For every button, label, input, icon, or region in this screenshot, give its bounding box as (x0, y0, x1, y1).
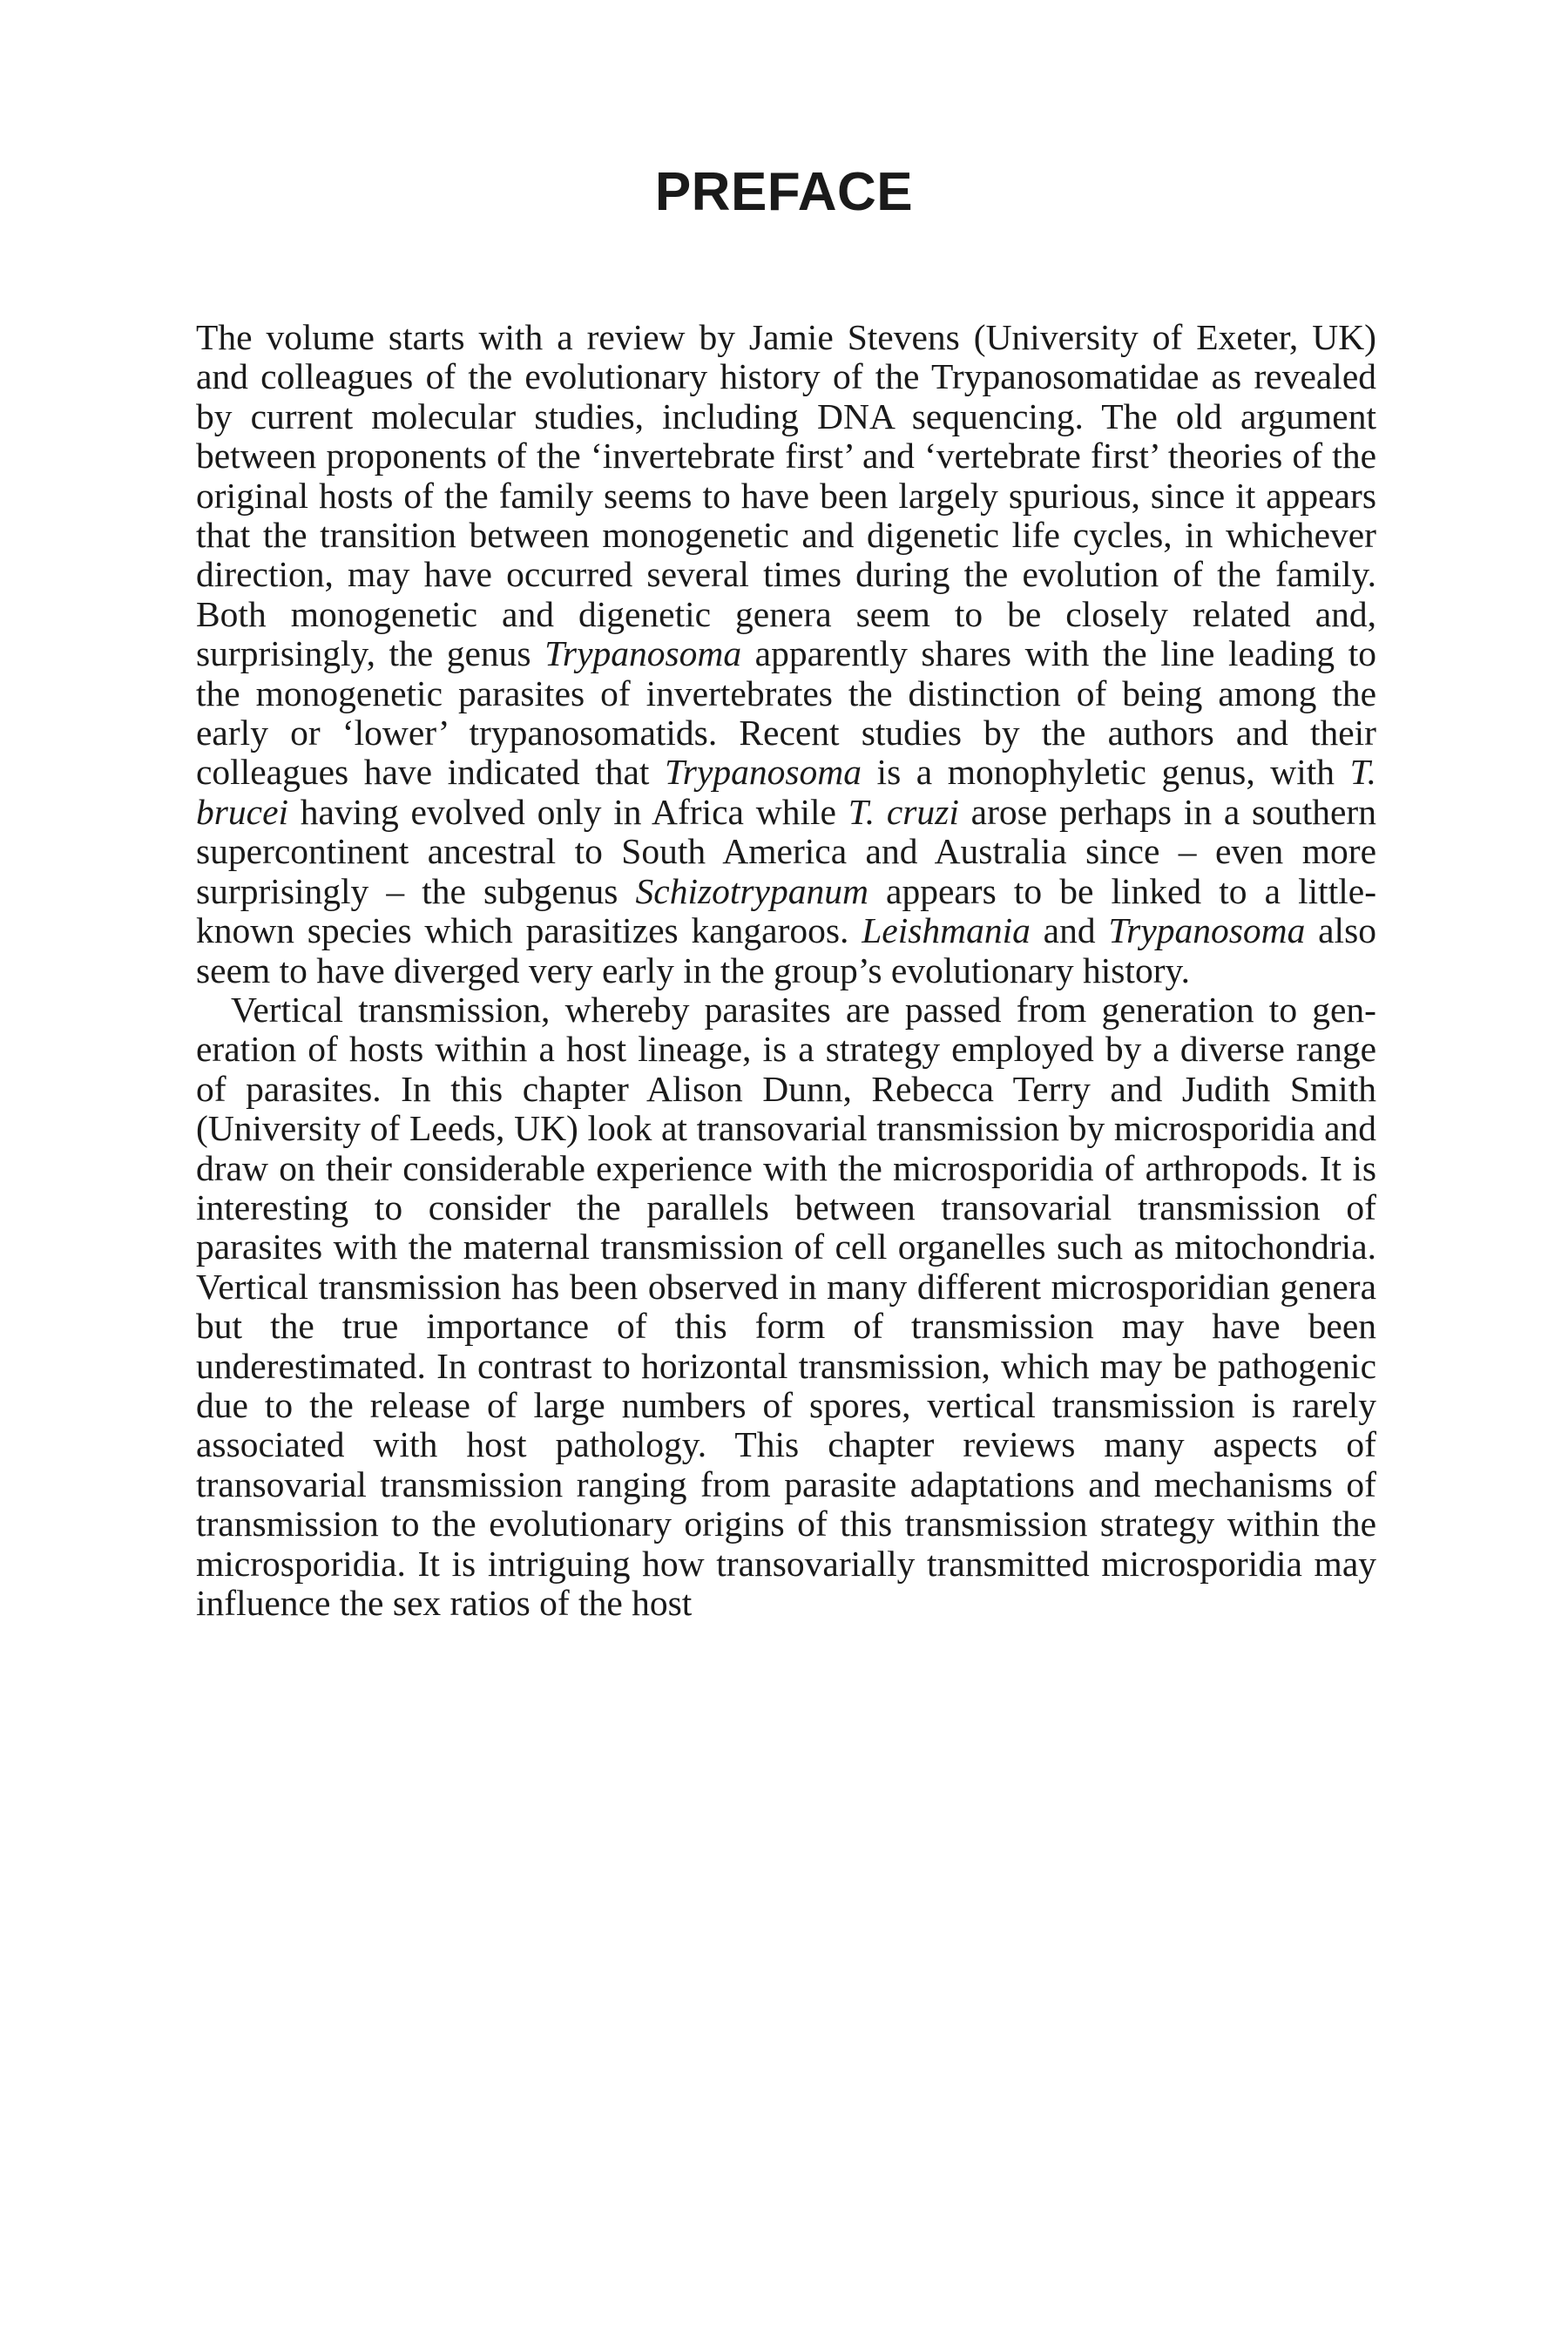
text-segment: arose perhaps in a southern supercontinent ancestral to South America and Australia since – even more surprisingly – the subgenus (196, 791, 1376, 911)
paragraph (196, 990, 1376, 1624)
text-segment: Vertical transmission, whereby parasites are passed from generation to generation of hosts within a host lineage, is a strategy employed by a diverse range of parasites. In this chapter Alison Dunn, Rebecca Terry and Judith Smith (University of Leeds, UK) look at transovarial transmission by microsporidia and draw on their considerable experience with the microsporidia of arthropods. It is interesting to consider the parallels between transovarial transmission of parasites with the maternal transmission of cell organelles such as mitochondria. Vertical transmission has been observed in many different microsporidian genera but the true importance of this form of transmission may have been underestimated. In contrast to horizontal transmission, which may be pathogenic due to the release of large numbers of spores, vertical transmission is rarely associated with host pathology. This chapter reviews many aspects of transovarial transmission ranging from parasite adaptations and mechanisms of transmission to the evolutionary origins of this transmission strategy within the microsporidia. It is intriguing how transovarially transmitted microsporidia may influence the sex ratios of the host (196, 989, 1376, 1623)
italic-text-segment: Trypanosoma (544, 633, 742, 674)
italic-text-segment: T. cruzi (848, 791, 959, 832)
italic-text-segment: Schizotrypanum (635, 870, 868, 911)
italic-text-segment: T. brucei (196, 752, 1376, 832)
text-segment: also seem to have diverged very early in the group’s evolutionary history. (196, 910, 1376, 990)
italic-text-segment: Leishmania (862, 910, 1031, 951)
text-segment: and (1030, 910, 1109, 951)
italic-text-segment: Trypanosoma (665, 752, 862, 793)
page-title: PREFACE (654, 162, 914, 222)
paragraph (196, 318, 1376, 990)
text-segment: appears to be linked to a little-known species which parasitizes kangaroos. (196, 870, 1377, 951)
text-segment: The volume starts with a review by Jamie Stevens (University of Exeter, UK) and colleagues of the evolutionary history of the Trypanosomatidae as revealed by current molecular studies, including DNA sequencing. The old argument between proponents of the ‘invertebrate first’ and ‘vertebrate first’ theories of the original hosts of the family seems to have been largely spurious, since it appears that the transition between monogenetic and digenetic life cycles, in whichever direction, may have occurred several times during the evolution of the family. Both monogenetic and digenetic genera seem to be closely related and, surprisingly, the genus (196, 317, 1376, 674)
body-text (196, 318, 1376, 1623)
text-segment: apparently shares with the line leading to the monogenetic parasites of invertebrates the distinction of being among the early or ‘lower’ trypanosomatids. Recent studies by the authors and their colleagues have indicated that (196, 633, 1376, 793)
text-segment: is a monophyletic genus, with (862, 752, 1350, 793)
italic-text-segment: Trypanosoma (1108, 910, 1306, 951)
text-segment: having evolved only in Africa while (288, 791, 848, 832)
